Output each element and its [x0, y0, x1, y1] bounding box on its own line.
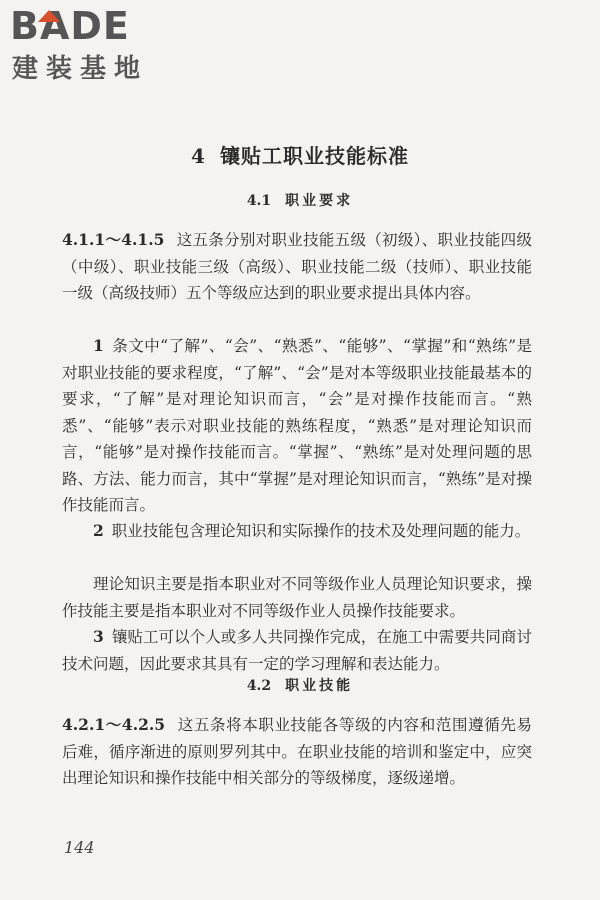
clause-reference: 4.1.1～4.1.5	[62, 230, 165, 249]
logo-word: BADE	[10, 4, 130, 48]
item-text: 职业技能包含理论知识和实际操作的技术及处理问题的能力。	[111, 522, 531, 540]
item-text: 条文中“了解”、“会”、“熟悉”、“能够”、“掌握”和“熟练”是对职业技能的要求程度，“了解”、“会”是对本等级职业技能最基本的要求，“了解”是对理论知识而言，“会”是对操作技能而言。“熟悉”、“能够”表示对职业技能的熟练程度，“熟悉”是对理论知识而言，“能够”是对操作技能而言。“掌握”、“熟练”是对处理问题的思路、方法、能力而言，其中“掌握”是对理论知识而言，“熟练”是对操作技能而言。	[62, 337, 532, 514]
logo-triangle-icon	[38, 10, 60, 22]
section-number: 4.1	[246, 193, 272, 209]
chapter-title	[0, 140, 600, 169]
item-3-paragraph	[62, 624, 532, 677]
logo-subtitle: 建装基地	[12, 54, 149, 84]
section-title-4-1	[0, 190, 600, 210]
item-2-paragraph	[62, 518, 532, 545]
item-text: 镶贴工可以个人或多人共同操作完成，在施工中需要共同商讨技术问题，因此要求其具有一定的学习理解和表达能力。	[62, 628, 532, 673]
watermark-logo	[10, 6, 180, 90]
item-number: 1	[93, 336, 104, 355]
clause-text: 这五条将本职业技能各等级的内容和范围遵循先易后难，循序渐进的原则罗列其中。在职业技能的培训和鉴定中，应突出理论知识和操作技能中相关部分的等级梯度，逐级递增。	[62, 716, 532, 787]
page-number: 144	[64, 838, 95, 857]
item-number: 2	[93, 521, 104, 540]
section-number: 4.2	[246, 678, 272, 694]
clause-text: 这五条分别对职业技能五级（初级）、职业技能四级（中级）、职业技能三级（高级）、职业技能二级（技师）、职业技能一级（高级技师）五个等级应达到的职业要求提出具体内容。	[62, 231, 532, 302]
item-text: 理论知识主要是指本职业对不同等级作业人员理论知识要求，操作技能主要是指本职业对不同等级作业人员操作技能要求。	[62, 575, 532, 620]
clause-4-2-1-to-4-2-5	[62, 712, 532, 792]
section-title-4-2	[0, 675, 600, 695]
chapter-title-text: 镶贴工职业技能标准	[219, 144, 409, 168]
clause-4-1-1-to-4-1-5	[62, 227, 532, 307]
clause-reference: 4.2.1～4.2.5	[62, 715, 166, 734]
section-title-text: 职业要求	[285, 193, 354, 209]
item-number: 3	[93, 627, 104, 646]
item-2-continuation-paragraph	[62, 571, 532, 624]
section-title-text: 职业技能	[285, 678, 354, 694]
chapter-number: 4	[191, 144, 206, 168]
item-1-paragraph	[62, 333, 532, 519]
